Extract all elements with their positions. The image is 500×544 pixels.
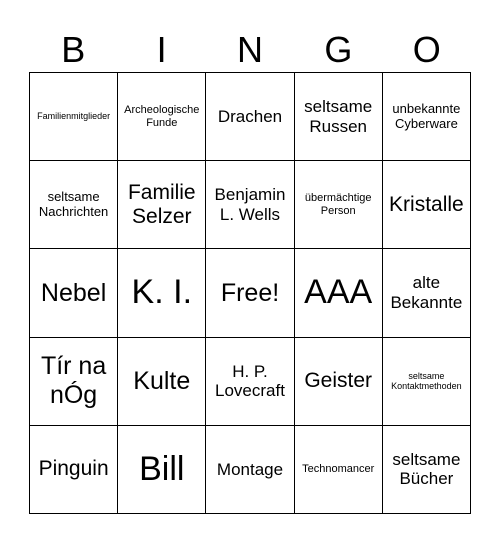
bingo-cell[interactable]: Familienmitglieder <box>30 73 118 161</box>
header-letter-b: B <box>61 29 86 70</box>
bingo-cell[interactable]: Kulte <box>118 338 206 426</box>
bingo-cell[interactable]: Benjamin L. Wells <box>206 161 294 249</box>
bingo-cell[interactable]: seltsame Bücher <box>383 426 471 514</box>
bingo-cell[interactable]: seltsame Kontaktmethoden <box>383 338 471 426</box>
bingo-cell[interactable]: AAA <box>295 249 383 337</box>
bingo-cell[interactable]: Geister <box>295 338 383 426</box>
bingo-cell[interactable]: Tír na nÓg <box>30 338 118 426</box>
bingo-cell[interactable]: Kristalle <box>383 161 471 249</box>
bingo-cell[interactable]: Montage <box>206 426 294 514</box>
bingo-cell[interactable]: alte Bekannte <box>383 249 471 337</box>
bingo-header <box>29 26 471 74</box>
header-letter-g: G <box>324 29 353 70</box>
bingo-cell[interactable]: Archeologische Funde <box>118 73 206 161</box>
header-letter-i: I <box>156 29 167 70</box>
bingo-cell[interactable]: unbekannte Cyberware <box>383 73 471 161</box>
bingo-cell[interactable]: Familie Selzer <box>118 161 206 249</box>
bingo-cell[interactable]: Nebel <box>30 249 118 337</box>
bingo-cell[interactable]: übermächtige Person <box>295 161 383 249</box>
header-letter-o: O <box>412 29 441 70</box>
bingo-cell[interactable]: Bill <box>118 426 206 514</box>
bingo-cell[interactable]: seltsame Nachrichten <box>30 161 118 249</box>
bingo-cell[interactable]: K. I. <box>118 249 206 337</box>
bingo-cell[interactable]: Pinguin <box>30 426 118 514</box>
free-space-cell[interactable]: Free! <box>206 249 294 337</box>
bingo-cell[interactable]: Technomancer <box>295 426 383 514</box>
bingo-cell[interactable]: Drachen <box>206 73 294 161</box>
bingo-cell[interactable]: seltsame Russen <box>295 73 383 161</box>
bingo-board <box>29 72 471 514</box>
bingo-cell[interactable]: H. P. Lovecraft <box>206 338 294 426</box>
header-letter-n: N <box>236 29 263 70</box>
